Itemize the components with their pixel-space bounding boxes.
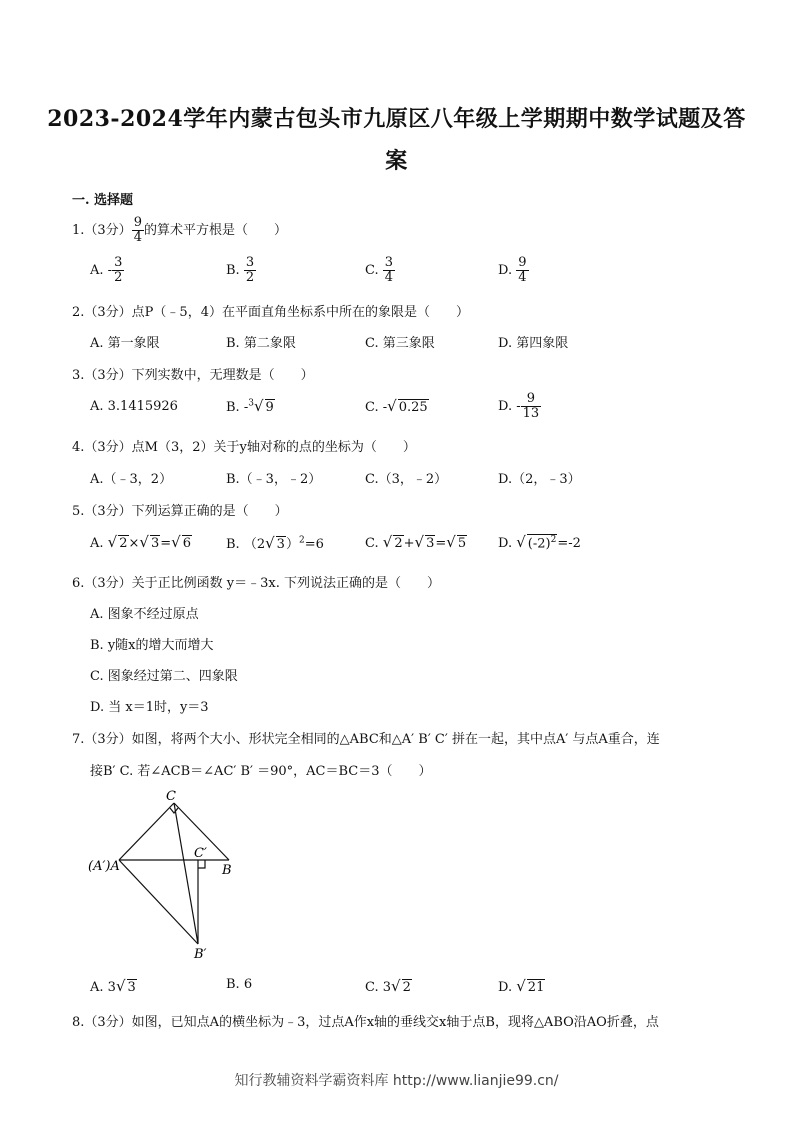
section-heading: 一. 选择题 bbox=[72, 193, 134, 208]
question-3: 3.（3分）下列实数中，无理数是（ ） bbox=[72, 368, 314, 383]
q4-option-c: C.（3，﹣2） bbox=[365, 472, 448, 487]
fig-label-c-prime: C′ bbox=[194, 846, 207, 861]
q3-option-d: D. - $\frac{9}{13}$ bbox=[498, 391, 540, 421]
question-2: 2.（3分）点P（﹣5，4）在平面直角坐标系中所在的象限是（ ） bbox=[72, 305, 469, 320]
q7-option-a: A. 3√ 3 bbox=[90, 977, 136, 995]
q1-option-b: B. $\frac{3}{2}$ bbox=[226, 255, 255, 285]
q7-option-c: C. 3√ 2 bbox=[365, 977, 411, 995]
q3-option-c: C. -√ 0.25 bbox=[365, 397, 428, 415]
fig-line-ac bbox=[119, 803, 174, 860]
q3-option-a: A. 3.1415926 bbox=[90, 399, 178, 414]
q2-option-b: B. 第二象限 bbox=[226, 336, 296, 351]
question-4: 4.（3分）点M（3，2）关于y轴对称的点的坐标为（ ） bbox=[72, 440, 416, 455]
q5-option-c: C. √ 2+√ 3=√ 5 bbox=[365, 533, 467, 551]
fig-label-b-prime: B′ bbox=[194, 947, 207, 962]
q7-figure bbox=[86, 786, 246, 966]
q6-option-c: C. 图象经过第二、四象限 bbox=[90, 669, 238, 684]
q2-option-a: A. 第一象限 bbox=[90, 336, 160, 351]
q3-option-b: B. -$^3$√ 9 bbox=[226, 397, 274, 415]
q6-option-d: D. 当 x＝1时，y＝3 bbox=[90, 700, 209, 715]
q1-option-a: A. - $\frac{3}{2}$ bbox=[90, 255, 123, 285]
q6-option-a: A. 图象不经过原点 bbox=[90, 607, 199, 622]
question-1 bbox=[72, 216, 287, 245]
q5-option-b: B. （2√ 3）$^2$=6 bbox=[226, 534, 324, 552]
q1-prefix: 1.（3分） bbox=[72, 223, 132, 238]
q7-option-d: D. √ 21 bbox=[498, 977, 545, 995]
q1-fraction: $\frac{9}{4}$ bbox=[133, 215, 142, 245]
fig-right-angle-c-prime bbox=[198, 860, 205, 868]
q6-option-b: B. y随x的增大而增大 bbox=[90, 638, 214, 653]
question-5: 5.（3分）下列运算正确的是（ ） bbox=[72, 504, 288, 519]
page-title-line1: 2023-2024学年内蒙古包头市九原区八年级上学期期中数学试题及答 bbox=[47, 106, 746, 132]
page-title-line2: 案 bbox=[385, 148, 408, 174]
q1-suffix: 的算术平方根是（ ） bbox=[143, 223, 287, 238]
q2-option-d: D. 第四象限 bbox=[498, 336, 569, 351]
q1-option-c: C. $\frac{3}{4}$ bbox=[365, 255, 394, 285]
q4-option-d: D.（2，﹣3） bbox=[498, 472, 581, 487]
q5-option-a: A. √ 2×√ 3=√ 6 bbox=[90, 533, 192, 551]
q5-option-d: D. √ $(-2)^2=-2$ bbox=[498, 533, 581, 551]
question-8: 8.（3分）如图，已知点A的横坐标为﹣3，过点A作x轴的垂线交x轴于点B，现将△ABO沿AO折叠，点 bbox=[72, 1015, 659, 1030]
fig-label-a: (A′)A bbox=[88, 859, 120, 874]
q4-option-a: A.（﹣3，2） bbox=[90, 472, 173, 487]
q1-option-d: D. $\frac{9}{4}$ bbox=[498, 255, 527, 285]
footer-watermark: 知行教辅资料学霸资料库 http://www.lianjie99.cn/ bbox=[234, 1073, 559, 1089]
question-6: 6.（3分）关于正比例函数 y＝﹣3x. 下列说法正确的是（ ） bbox=[72, 576, 441, 591]
fig-label-b: B bbox=[222, 863, 232, 878]
q4-option-b: B.（﹣3，﹣2） bbox=[226, 472, 322, 487]
question-7-line1: 7.（3分）如图，将两个大小、形状完全相同的△ABC和△A′ B′ C′ 拼在一起，其中点A′ 与点A重合，连 bbox=[72, 732, 660, 747]
fig-right-angle-c bbox=[170, 808, 178, 813]
fig-label-c: C bbox=[166, 789, 176, 804]
q2-option-c: C. 第三象限 bbox=[365, 336, 435, 351]
question-7-line2: 接B′ C. 若∠ACB＝∠AC′ B′ ＝90°，AC＝BC＝3（ ） bbox=[90, 764, 432, 779]
q7-option-b: B. 6 bbox=[226, 977, 253, 992]
